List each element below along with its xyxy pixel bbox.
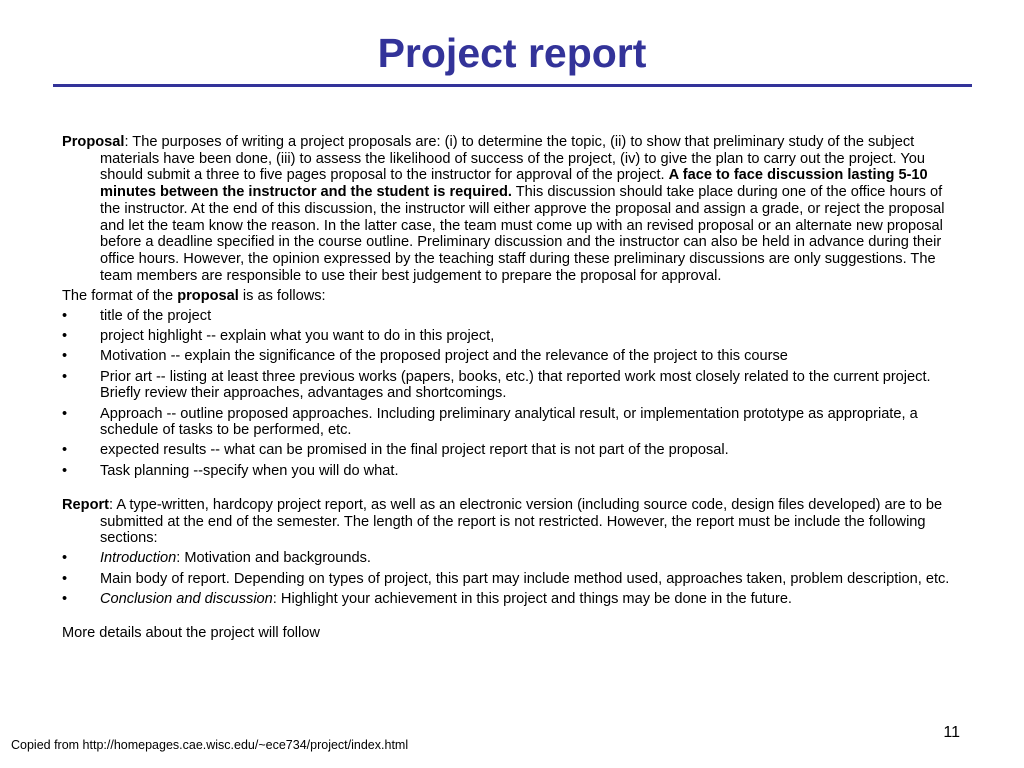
bullet-mark: • xyxy=(62,590,68,607)
format-intro xyxy=(62,288,962,305)
title-divider xyxy=(53,84,972,87)
report-label: Report xyxy=(62,496,110,513)
report-section-item xyxy=(62,550,962,567)
source-footer: Copied from http://homepages.cae.wisc.edu/~ece734/project/index.html xyxy=(11,738,409,752)
report-section-item xyxy=(62,591,962,608)
bullet-mark: • xyxy=(62,368,68,385)
bullet-mark: • xyxy=(62,328,68,345)
slide-body xyxy=(62,134,962,645)
page-number: 11 xyxy=(943,724,960,741)
bullet-mark: • xyxy=(62,308,68,325)
bullet-mark: • xyxy=(62,405,68,422)
proposal-text-part1: : The purposes of writing a project proposals are: (i) to determine the topic, (ii) to show that preliminary study of the subject materials have been done, (iii) to assess the likelihood of success of the project, (iv) to give the plan to carry out the project. You should submit a three to five pages proposal to the instructor for approval of the project. xyxy=(100,134,925,184)
report-text: : A type-written, hardcopy project report, as well as an electronic version (including source code, design files developed) are to be submitted at the end of the semester. The length of the report is not restricted. However, the report must be include the following sections: xyxy=(100,496,943,547)
proposal-paragraph xyxy=(62,134,962,284)
slide-title: Project report xyxy=(377,30,647,76)
format-item-text: project highlight -- explain what you want to do in this project, xyxy=(100,328,495,345)
bullet-mark: • xyxy=(62,348,68,365)
format-item-text: Approach -- outline proposed approaches. Including preliminary analytical result, or implementation prototype as appropriate, a schedule of tasks to be performed, etc. xyxy=(100,405,918,439)
format-item xyxy=(62,369,962,402)
format-item-text: title of the project xyxy=(100,308,212,325)
format-item-text: Prior art -- listing at least three previous works (papers, books, etc.) that reported work most closely related to the current project. Briefly review their approaches, advantages and shortcomings. xyxy=(100,368,931,402)
closing-note: More details about the project will follow xyxy=(62,625,320,642)
format-item xyxy=(62,463,962,480)
format-intro-bold: proposal xyxy=(177,287,239,304)
format-item xyxy=(62,442,962,459)
format-item xyxy=(62,348,962,365)
format-item-text: Motivation -- explain the significance of the proposed project and the relevance of the project to this course xyxy=(100,348,788,365)
proposal-label: Proposal xyxy=(62,134,125,150)
bullet-mark: • xyxy=(62,570,68,587)
proposal-text-part2: This discussion should take place during one of the office hours of the instructor. At the end of this discussion, the instructor will either approve the proposal and assign a grade, or reject the proposal and let the team know the reason. In the latter case, the team must come up with an revised proposal or an alternate new proposal before a deadline specified in the course outline. Preliminary discussion and the instructor can also be held in advance during their office hours. However, the opinion expressed by the teaching staff during these preliminary discussions are only suggestions. The team members are responsible to use their best judgement to prepare the proposal for approval. xyxy=(100,184,945,284)
spacer xyxy=(62,611,962,625)
report-paragraph xyxy=(62,497,962,547)
report-section-item xyxy=(62,571,962,588)
report-section-name: Introduction xyxy=(100,550,177,567)
format-item xyxy=(62,328,962,345)
spacer xyxy=(62,483,962,497)
bullet-mark: • xyxy=(62,442,68,459)
format-intro-start: The format of the xyxy=(62,287,178,304)
format-item xyxy=(62,406,962,439)
format-item xyxy=(62,308,962,325)
report-section-text: : Highlight your achievement in this project and things may be done in the future. xyxy=(272,590,792,607)
format-intro-end: is as follows: xyxy=(238,287,326,304)
report-section-text: Main body of report. Depending on types of project, this part may include method used, approaches taken, problem description, etc. xyxy=(100,570,950,587)
bullet-mark: • xyxy=(62,462,68,479)
bullet-mark: • xyxy=(62,550,68,567)
report-section-name: Conclusion and discussion xyxy=(100,590,273,607)
format-item-text: expected results -- what can be promised in the final project report that is not part of the proposal. xyxy=(100,442,729,459)
report-section-text: : Motivation and backgrounds. xyxy=(176,550,371,567)
proposal-required-discussion: A face to face discussion lasting 5-10 minutes between the instructor and the student is required. xyxy=(100,167,928,201)
format-item-text: Task planning --specify when you will do what. xyxy=(100,462,399,479)
